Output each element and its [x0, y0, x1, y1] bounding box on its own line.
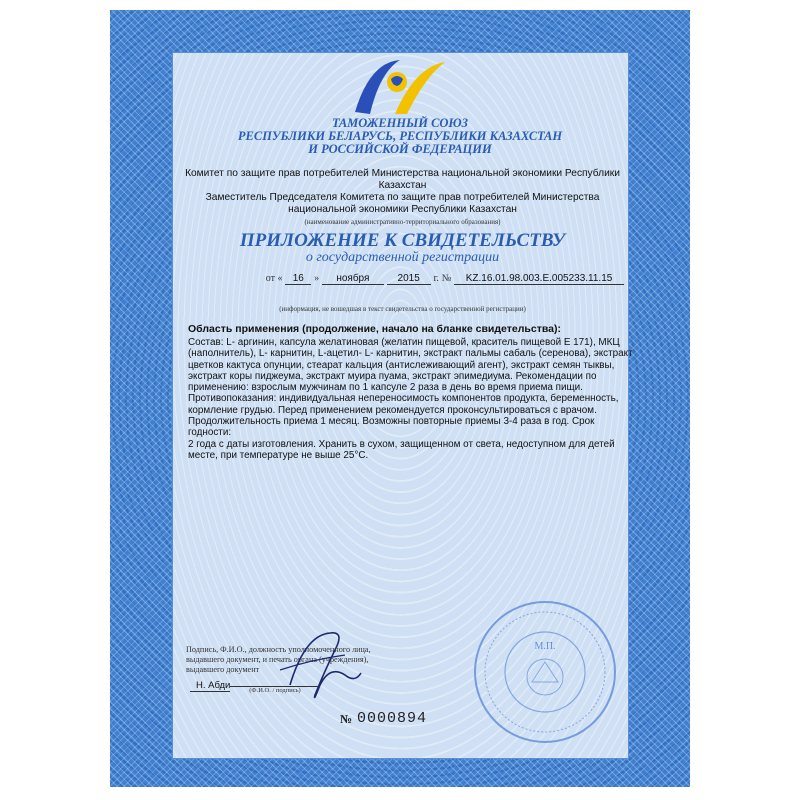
scope-body: [188, 337, 633, 461]
signature-caption-line: Подпись, Ф.И.О., должность уполномоченного лица,: [186, 645, 371, 654]
customs-union-emblem: [345, 52, 455, 122]
scope-line: кормление грудью. Перед применением рекомендуется проконсультироваться с врачом.: [188, 404, 597, 416]
date-from-label: от «: [265, 273, 283, 284]
stamp-label: М.П.: [534, 641, 556, 652]
scope-line: Противопоказания: индивидуальная непереносимость компонентов продукта, беременность,: [188, 393, 619, 405]
union-line-2: РЕСПУБЛИКИ БЕЛАРУСЬ, РЕСПУБЛИКИ КАЗАХСТАН: [237, 129, 563, 143]
scope-line: применению: взрослым мужчинам по 1 капсуле 2 раза в день во время приема пищи.: [188, 382, 583, 394]
serial-label: №: [340, 712, 353, 726]
scope-line: Продолжительность приема 1 месяц. Возможны повторные приемы 3-4 раза в год. Срок годности:: [188, 416, 595, 439]
date-month: ноября: [322, 273, 384, 285]
union-line-1: ТАМОЖЕННЫЙ СОЮЗ: [332, 116, 468, 130]
official-seal-stamp: [470, 597, 620, 747]
committee-line-2: Заместитель Председателя Комитета по защите прав потребителей Министерства национальной экономики Республики Казахстан: [205, 192, 600, 215]
scope-line: (наполнитель), L- карнитин, L-ацетил- L- карнитин, экстракт пальмы сабаль (серенова), экстракт: [188, 348, 633, 360]
fio-caption: (Ф.И.О. / подпись): [230, 686, 320, 694]
signature-caption-line: выдавшего документ: [186, 665, 260, 674]
document-title: ПРИЛОЖЕНИЕ К СВИДЕТЕЛЬСТВУ: [239, 230, 566, 251]
committee-line-1: Комитет по защите прав потребителей Министерства национальной экономики Республики Казахстан: [185, 168, 620, 191]
issuing-authority: [180, 168, 625, 216]
signature-underline: [190, 691, 230, 692]
date-day: 16: [285, 273, 311, 285]
number-sign: №: [441, 273, 452, 284]
info-caption: (информация, не вошедшая в текст свидетельства о государственной регистрации): [279, 305, 526, 313]
union-line-3: И РОССИЙСКОЙ ФЕДЕРАЦИИ: [308, 142, 492, 156]
date-year-suffix: г.: [433, 273, 439, 284]
date-number-line: [180, 273, 630, 285]
serial-number: 0000894: [357, 710, 428, 727]
date-day-close: »: [314, 273, 320, 284]
certificate-number: KZ.16.01.98.003.E.005233.11.15: [454, 273, 624, 285]
scope-line: месте, при температуре не выше 25°С.: [188, 449, 369, 461]
signer-name: Н. Абди: [196, 680, 231, 691]
signature-caption-line: выдавшего документ, и печать органа (учреждения),: [186, 655, 369, 664]
scope-heading: Область применения (продолжение, начало на бланке свидетельства):: [188, 323, 561, 335]
handwritten-signature: [275, 625, 365, 705]
union-title: [210, 117, 590, 156]
scope-line: 2 года с даты изготовления. Хранить в сухом, защищенном от света, недоступном для детей: [188, 438, 615, 450]
document-subtitle: о государственной регистрации: [305, 250, 500, 265]
scope-line: цветков кактуса опунции, стеарат кальция (антислеживающий агент), экстракт семян тыквы,: [188, 359, 615, 371]
scope-line: экстракт коры пиджеума, экстракт муира пуама, экстракт эпимедиума. Рекомендации по: [188, 370, 597, 382]
scope-line: Состав: L- аргинин, капсула желатиновая (желатин пищевой, краситель пищевой Е 171), МКЦ: [188, 337, 620, 348]
date-year: 2015: [387, 273, 431, 285]
admin-caption: (наименование административно-территориального образования): [304, 218, 501, 226]
